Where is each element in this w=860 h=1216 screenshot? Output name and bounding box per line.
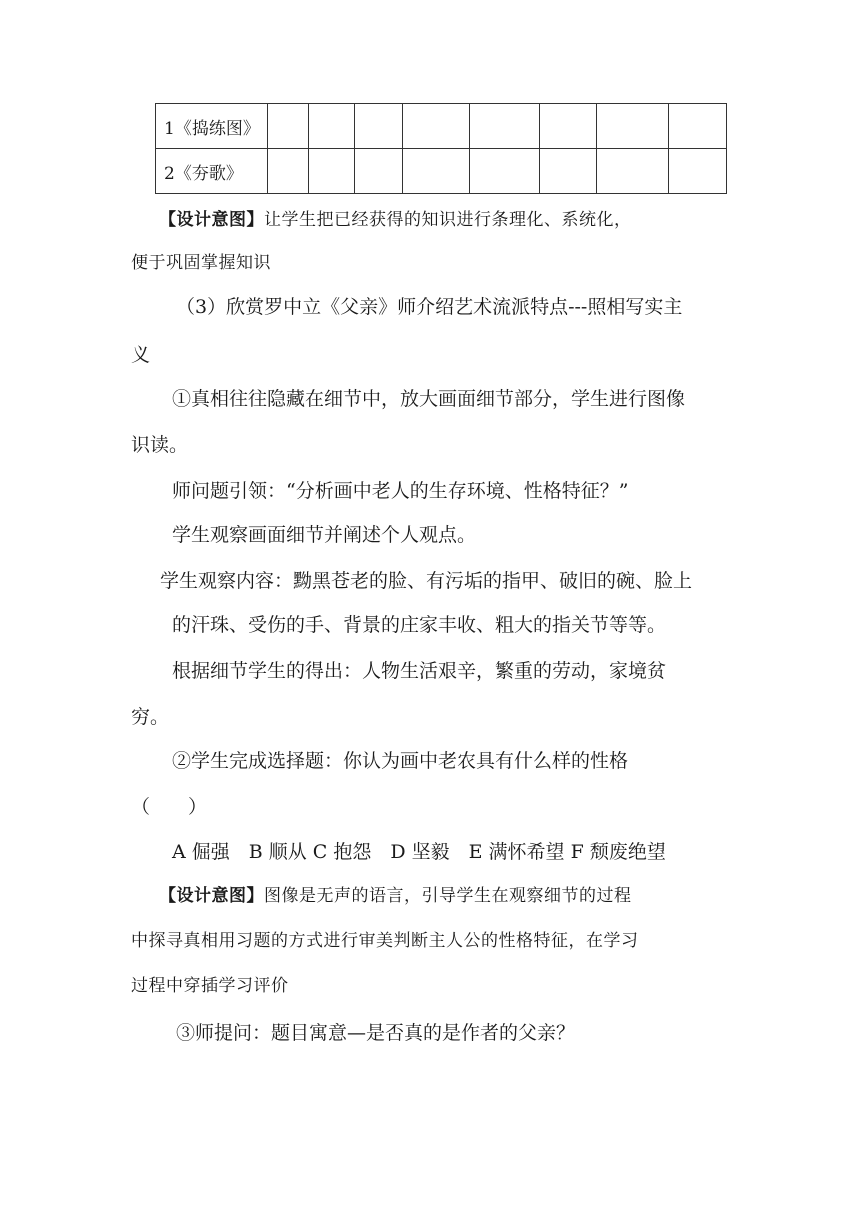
design-intent-line: 过程中穿插学习评价 — [131, 976, 289, 996]
conclusion-cont: 穷。 — [131, 706, 170, 728]
step-one-text: ①真相往往隐藏在细节中，放大画面细节部分，学生进行图像 — [172, 388, 686, 410]
design-intent-line: 中探寻真相用习题的方式进行审美判断主人公的性格特征，在学习 — [131, 931, 639, 951]
table-row-label: 1《捣练图》 — [156, 104, 268, 149]
teacher-question: 师问题引领：“分析画中老人的生存环境、性格特征？” — [172, 480, 629, 502]
table-cell — [540, 104, 597, 149]
step-one-text-cont: 识读。 — [131, 434, 189, 456]
answer-blank: （ ） — [131, 796, 208, 818]
table-cell — [268, 104, 309, 149]
student-observe: 学生观察画面细节并阐述个人观点。 — [172, 524, 477, 546]
design-intent-tag: 【设计意图】 — [159, 886, 264, 906]
table-cell — [540, 149, 597, 194]
observe-content: 学生观察内容：黝黑苍老的脸、有污垢的指甲、破旧的碗、脸上 — [160, 570, 693, 592]
table-cell — [597, 104, 669, 149]
table-cell — [309, 149, 355, 194]
table-cell — [669, 149, 727, 194]
section-heading-cont: 义 — [131, 344, 151, 366]
table-cell — [403, 104, 470, 149]
table-cell — [309, 104, 355, 149]
table-cell — [669, 104, 727, 149]
table-cell — [355, 104, 403, 149]
design-intent-tag: 【设计意图】 — [159, 210, 264, 230]
table-cell — [597, 149, 669, 194]
table-cell — [268, 149, 309, 194]
step-three-question: ③师提问：题目寓意—是否真的是作者的父亲？ — [176, 1022, 576, 1044]
design-intent-text: 图像是无声的语言，引导学生在观察细节的过程 — [264, 886, 632, 906]
table-cell — [470, 104, 540, 149]
design-intent-line: 便于巩固掌握知识 — [131, 253, 271, 273]
design-intent-line — [159, 208, 632, 232]
artwork-table — [155, 103, 727, 194]
table-cell — [470, 149, 540, 194]
table-cell — [403, 149, 470, 194]
table-row — [156, 149, 727, 194]
design-intent-text: 让学生把已经获得的知识进行条理化、系统化， — [264, 210, 632, 230]
table-cell — [355, 149, 403, 194]
answer-options: A 倔强 B 顺从 C 抱怨 D 坚毅 E 满怀希望 F 颓废绝望 — [172, 841, 666, 863]
observe-content-cont: 的汗珠、受伤的手、背景的庄家丰收、粗大的指关节等等。 — [172, 614, 667, 636]
table-row — [156, 104, 727, 149]
design-intent-line — [159, 884, 632, 908]
conclusion: 根据细节学生的得出：人物生活艰辛，繁重的劳动，家境贫 — [172, 660, 667, 682]
step-two-question: ②学生完成选择题：你认为画中老农具有什么样的性格 — [172, 750, 629, 772]
table-row-label: 2《夯歌》 — [156, 149, 268, 194]
section-heading: （3）欣赏罗中立《父亲》师介绍艺术流派特点---照相写实主 — [176, 296, 683, 318]
